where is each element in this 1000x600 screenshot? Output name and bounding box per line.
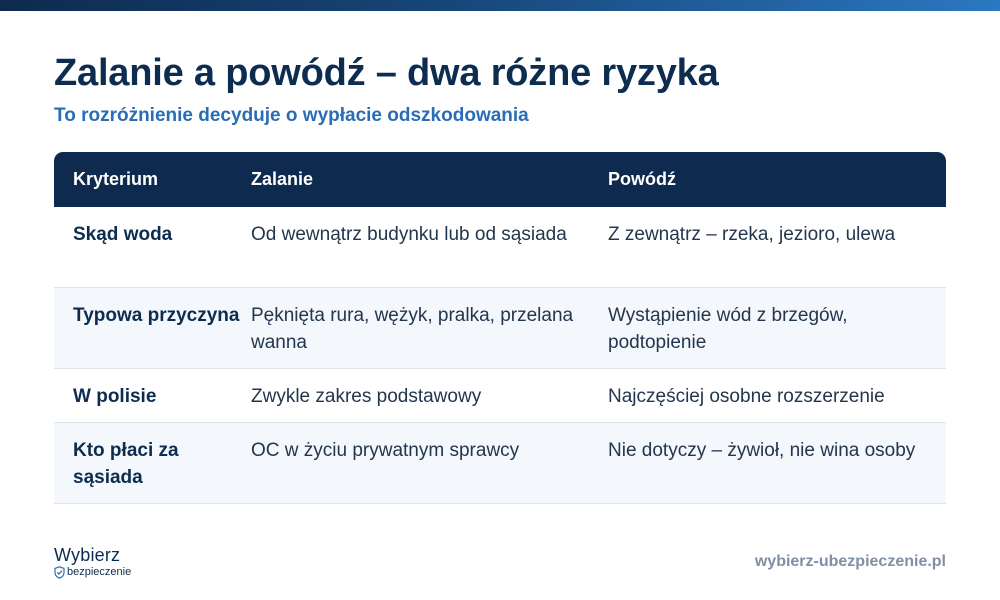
website-url[interactable]: wybierz-ubezpieczenie.pl	[754, 553, 946, 570]
logo-text-top: Wybierz	[54, 545, 121, 565]
top-accent-bar	[0, 0, 1000, 11]
table-row	[54, 207, 946, 288]
brand-logo[interactable]	[54, 545, 174, 581]
row-zalanie-cell: OC w życiu prywatnym sprawcy	[251, 440, 520, 461]
row-powodz-cell: Wystąpienie wód z brzegów, podtopienie	[608, 305, 848, 353]
row-zalanie-cell: Pęknięta rura, wężyk, pralka, przelana wanna	[251, 305, 574, 353]
row-criterion: Typowa przyczyna	[73, 305, 240, 326]
logo-bottom	[54, 566, 174, 579]
row-criterion: Kto płaci za sąsiada	[73, 440, 179, 488]
page-subtitle: To rozróżnienie decyduje o wypłacie odszkodowania	[54, 105, 529, 126]
row-criterion: Skąd woda	[73, 224, 173, 245]
shield-check-icon	[54, 566, 65, 579]
table-row	[54, 288, 946, 369]
column-header-zalanie: Zalanie	[251, 169, 314, 189]
row-zalanie-cell: Zwykle zakres podstawowy	[251, 386, 482, 407]
row-criterion: W polisie	[73, 386, 157, 407]
table-row	[54, 423, 946, 504]
column-header-kryterium: Kryterium	[73, 169, 159, 189]
row-zalanie-cell: Od wewnątrz budynku lub od sąsiada	[251, 224, 567, 245]
table-row	[54, 369, 946, 423]
row-powodz-cell: Najczęściej osobne rozszerzenie	[608, 386, 885, 407]
page-title: Zalanie a powódź – dwa różne ryzyka	[54, 52, 719, 94]
table-header	[54, 152, 946, 207]
comparison-table	[54, 152, 946, 504]
logo-text-bottom: bezpieczenie	[67, 566, 132, 578]
row-powodz-cell: Nie dotyczy – żywioł, nie wina osoby	[608, 440, 916, 461]
column-header-powodz: Powódź	[608, 169, 676, 189]
row-powodz-cell: Z zewnątrz – rzeka, jezioro, ulewa	[608, 224, 896, 245]
